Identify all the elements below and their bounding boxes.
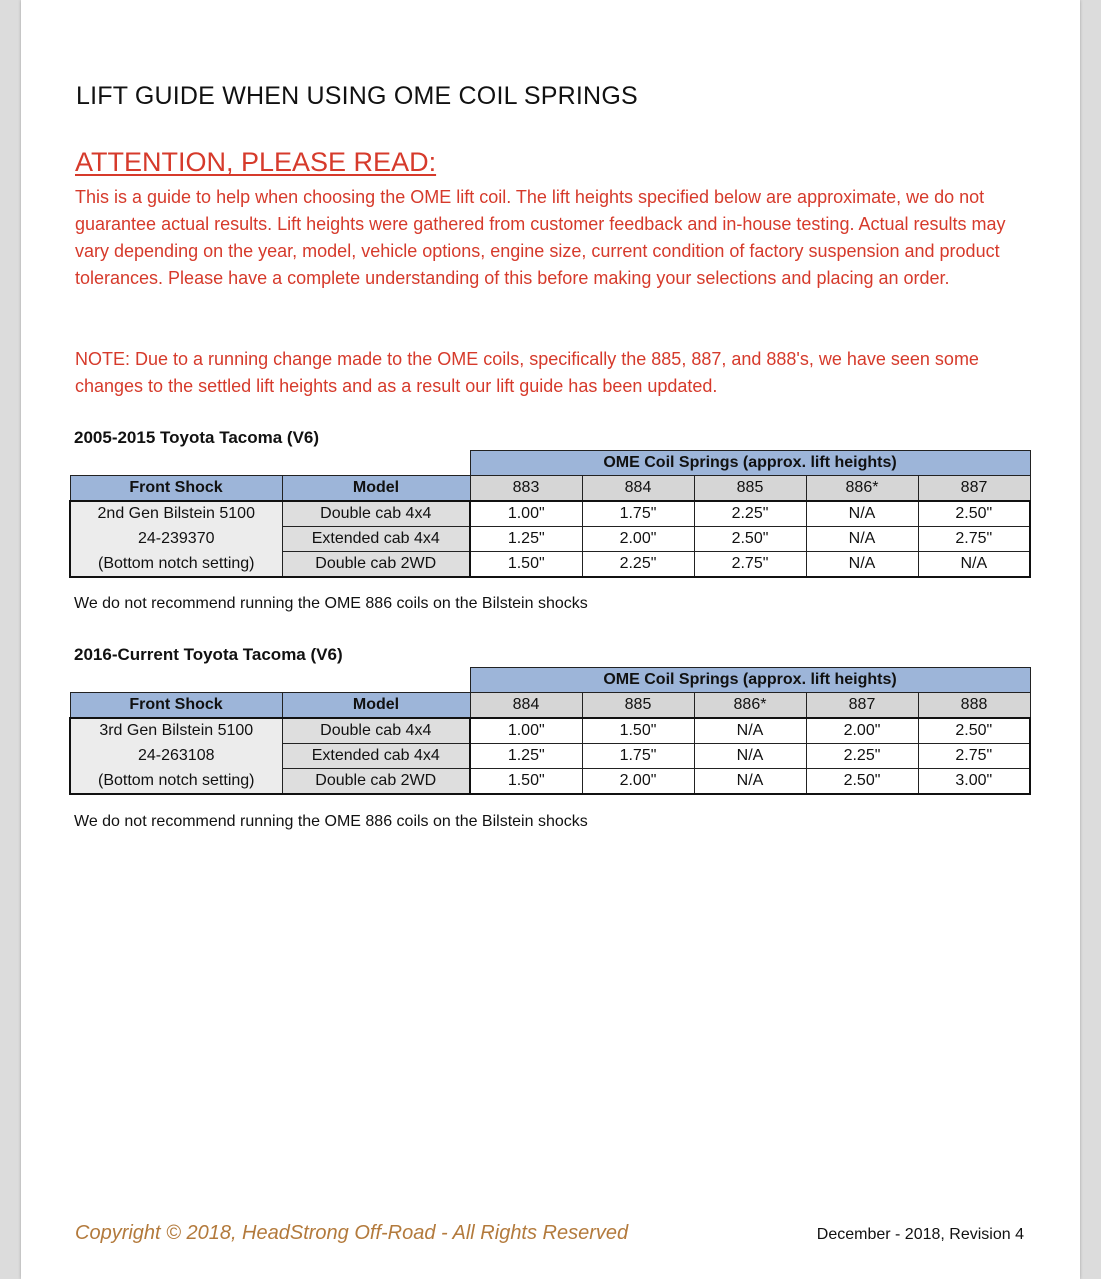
empty-header-cell <box>70 668 470 693</box>
front-shock-header: Front Shock <box>70 693 282 719</box>
lift-value: 2.25" <box>582 552 694 578</box>
coil-header: 883 <box>470 476 582 502</box>
group-header: OME Coil Springs (approx. lift heights) <box>470 668 1030 693</box>
lift-value: N/A <box>694 769 806 795</box>
document-page <box>21 0 1080 1279</box>
coil-header: 886* <box>694 693 806 719</box>
model-cell: Double cab 2WD <box>282 552 470 578</box>
lift-value: 1.00" <box>470 501 582 527</box>
lift-value: 1.25" <box>470 527 582 552</box>
lift-value: 2.00" <box>582 769 694 795</box>
table1-section-title: 2005-2015 Toyota Tacoma (V6) <box>74 428 320 447</box>
coil-header: 887 <box>918 476 1030 502</box>
lift-value: 2.50" <box>918 501 1030 527</box>
table1-note: We do not recommend running the OME 886 coils on the Bilstein shocks <box>74 595 588 612</box>
empty-header-cell <box>70 451 470 476</box>
lift-value: 2.75" <box>918 527 1030 552</box>
table2-section-title: 2016-Current Toyota Tacoma (V6) <box>74 645 343 664</box>
coil-header: 886* <box>806 476 918 502</box>
lift-value: 3.00" <box>918 769 1030 795</box>
lift-value: N/A <box>694 718 806 744</box>
model-cell: Double cab 4x4 <box>282 718 470 744</box>
shock-name: 2nd Gen Bilstein 5100 <box>70 501 282 527</box>
lift-value: 2.25" <box>806 744 918 769</box>
lift-value: 1.50" <box>470 769 582 795</box>
group-header: OME Coil Springs (approx. lift heights) <box>470 451 1030 476</box>
table-row <box>70 769 1030 795</box>
lift-value: 2.75" <box>918 744 1030 769</box>
lift-value: 1.50" <box>470 552 582 578</box>
shock-setting: (Bottom notch setting) <box>70 552 282 578</box>
table-row <box>70 744 1030 769</box>
shock-name: 3rd Gen Bilstein 5100 <box>70 718 282 744</box>
lift-value: N/A <box>694 744 806 769</box>
note-paragraph: NOTE: Due to a running change made to the OME coils, specifically the 885, 887, and 888's, we have seen some changes to the settled lift heights and as a result our lift guide has been updated. <box>75 349 979 396</box>
model-cell: Double cab 2WD <box>282 769 470 795</box>
lift-value: N/A <box>806 552 918 578</box>
coil-header: 885 <box>694 476 806 502</box>
shock-part-number: 24-263108 <box>70 744 282 769</box>
lift-value: 1.25" <box>470 744 582 769</box>
attention-heading: ATTENTION, PLEASE READ: <box>75 147 437 177</box>
shock-part-number: 24-239370 <box>70 527 282 552</box>
table-row <box>70 527 1030 552</box>
model-header: Model <box>282 693 470 719</box>
coil-header: 885 <box>582 693 694 719</box>
coil-header: 884 <box>582 476 694 502</box>
lift-value: 2.50" <box>694 527 806 552</box>
model-cell: Double cab 4x4 <box>282 501 470 527</box>
lift-value: N/A <box>806 501 918 527</box>
lift-value: 2.25" <box>694 501 806 527</box>
lift-value: 1.75" <box>582 501 694 527</box>
lift-value: 2.00" <box>806 718 918 744</box>
model-cell: Extended cab 4x4 <box>282 744 470 769</box>
coil-header: 884 <box>470 693 582 719</box>
lift-table-2016-current <box>69 667 1031 795</box>
table-row <box>70 501 1030 527</box>
coil-header: 887 <box>806 693 918 719</box>
front-shock-header: Front Shock <box>70 476 282 502</box>
copyright-footer: Copyright © 2018, HeadStrong Off-Road - All Rights Reserved <box>75 1222 629 1244</box>
lift-value: 1.00" <box>470 718 582 744</box>
lift-value: 2.50" <box>918 718 1030 744</box>
lift-value: 2.75" <box>694 552 806 578</box>
page-title: LIFT GUIDE WHEN USING OME COIL SPRINGS <box>76 82 638 110</box>
shock-setting: (Bottom notch setting) <box>70 769 282 795</box>
lift-value: N/A <box>918 552 1030 578</box>
lift-table-2005-2015 <box>69 450 1031 578</box>
table2-note: We do not recommend running the OME 886 coils on the Bilstein shocks <box>74 813 588 830</box>
lift-value: 2.00" <box>582 527 694 552</box>
lift-value: 2.50" <box>806 769 918 795</box>
lift-value: N/A <box>806 527 918 552</box>
table-row <box>70 552 1030 578</box>
table-row <box>70 718 1030 744</box>
model-cell: Extended cab 4x4 <box>282 527 470 552</box>
coil-header: 888 <box>918 693 1030 719</box>
lift-value: 1.75" <box>582 744 694 769</box>
lift-value: 1.50" <box>582 718 694 744</box>
revision-footer: December - 2018, Revision 4 <box>816 1226 1024 1243</box>
disclaimer-paragraph: This is a guide to help when choosing the OME lift coil. The lift heights specified below are approximate, we do not guarantee actual results. Lift heights were gathered from customer feedback and in-house testing. Actual results may vary depending on the year, model, vehicle options, engine size, current condition of factory suspension and product tolerances. Please have a complete understanding of this before making your selections and placing an order. <box>75 187 1006 288</box>
model-header: Model <box>282 476 470 502</box>
